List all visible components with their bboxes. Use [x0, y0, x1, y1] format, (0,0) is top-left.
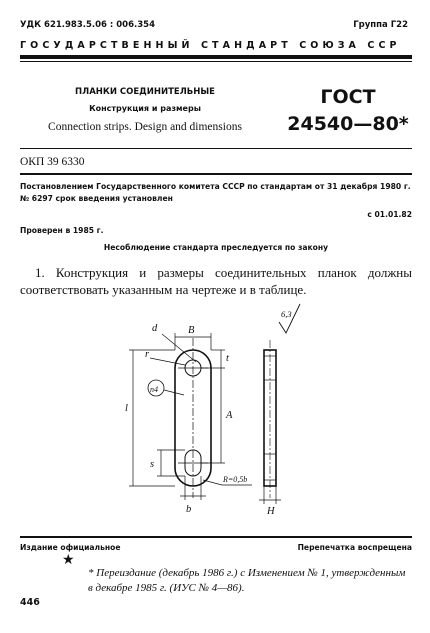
label-t: t	[226, 353, 229, 364]
paragraph-1: 1. Конструкция и размеры соединительных планок должны соответствовать указанным на чертеже и в таблице.	[20, 265, 412, 297]
effective-date: с 01.01.82	[367, 210, 412, 219]
roughness-label: 6,3	[281, 309, 292, 319]
legal-notice: Несоблюдение стандарта преследуется по закону	[103, 243, 329, 252]
gost-number: 24540—80*	[287, 113, 409, 135]
reissue-note: * Переиздание (декабрь 1986 г.) с Изменением № 1, утвержденным в декабре 1985 г. (ИУС № 4—86).	[88, 567, 406, 594]
okp-code: ОКП 39 6330	[20, 156, 85, 168]
footer-rule	[20, 536, 412, 538]
label-R: R=0,5b	[223, 475, 248, 484]
title-en: Connection strips. Design and dimensions	[48, 121, 242, 133]
title-ru: ПЛАНКИ СОЕДИНИТЕЛЬНЫЕ	[75, 87, 215, 97]
subtitle-ru: Конструкция и размеры	[89, 104, 201, 113]
star-icon: ★	[62, 553, 75, 568]
page-number: 446	[20, 597, 40, 608]
label-B: B	[188, 325, 195, 336]
label-r: r	[145, 349, 150, 360]
label-b: b	[186, 504, 192, 515]
udk-code: УДК 621.983.5.06 : 006.354	[20, 20, 155, 30]
label-n4: n4	[150, 385, 158, 394]
decree-text: Постановлением Государственного комитета СССР по стандартам от 31 декабря 1980 г. № 6297 срок введения установлен	[20, 182, 411, 203]
label-d: d	[152, 323, 158, 334]
gost-label: ГОСТ	[320, 86, 376, 108]
label-l: l	[125, 403, 128, 414]
checked-year: Проверен в 1985 г.	[20, 226, 104, 235]
label-H: H	[267, 506, 275, 517]
reprint-label: Перепечатка воспрещена	[297, 543, 412, 552]
label-A: A	[226, 410, 233, 421]
label-s: s	[150, 459, 155, 470]
state-standard-banner: ГОСУДАРСТВЕННЫЙ СТАНДАРТ СОЮЗА ССР	[20, 40, 401, 51]
edition-label: Издание официальное	[20, 543, 121, 552]
group-code: Группа Г22	[353, 20, 408, 30]
